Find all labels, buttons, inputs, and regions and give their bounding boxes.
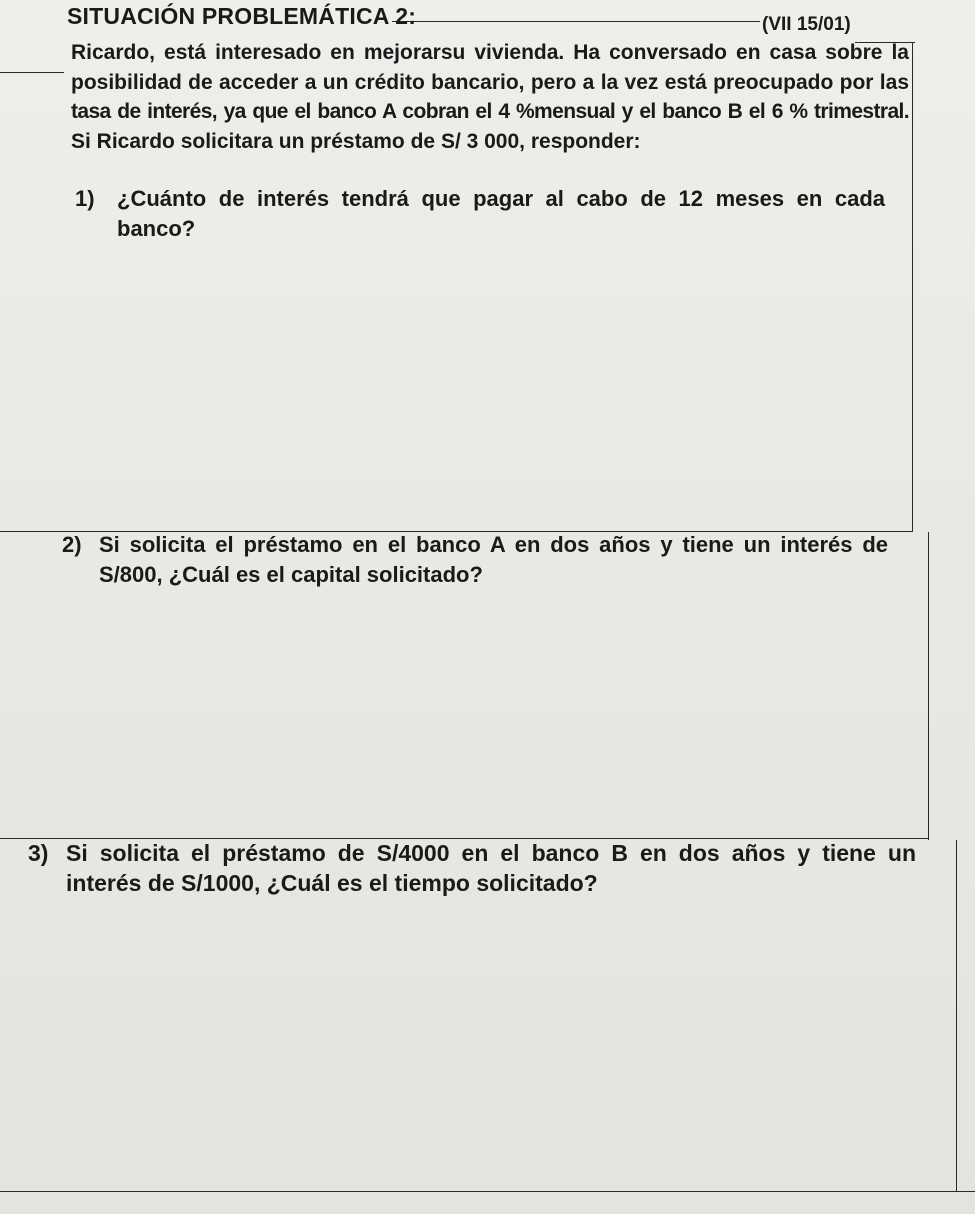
box-right-edge-1 [912,42,913,532]
problem-statement-line: Ricardo, está interesado en mejorarsu vivienda. Ha conversado en casa sobre la [71,41,909,64]
answer-box-3-bottom [0,1191,975,1192]
question-line: Si solicita el préstamo de S/4000 en el banco B en dos años y tiene un [66,840,916,866]
question-1 [75,184,885,244]
problem-statement [71,38,909,156]
question-number: 3) [28,840,49,866]
question-number: 1) [75,186,95,211]
question-line: ¿Cuánto de interés tendrá que pagar al cabo de 12 meses en cada [117,186,885,211]
question-line: Si solicita el préstamo en el banco A en dos años y tiene un interés de [99,532,888,557]
header-rule [392,21,760,22]
question-text [66,838,916,898]
question-number: 2) [62,532,82,557]
worksheet-title: SITUACIÓN PROBLEMÁTICA 2: [67,3,417,29]
margin-rule-left [0,72,64,73]
box-right-edge-3 [956,840,957,1192]
box-right-edge-2 [928,532,929,840]
problem-statement-line: tasa de interés, ya que el banco A cobran el 4 %mensual y el banco B el 6 % trimestral. [71,100,909,123]
question-line: S/800, ¿Cuál es el capital solicitado? [99,562,483,587]
question-text [99,530,888,590]
question-line: interés de S/1000, ¿Cuál es el tiempo solicitado? [66,870,598,896]
question-3 [28,838,916,898]
worksheet-code: (VII 15/01) [762,14,851,35]
question-line: banco? [117,216,196,241]
problem-statement-line: posibilidad de acceder a un crédito bancario, pero a la vez está preocupado por las [71,70,909,94]
question-text [117,184,885,244]
problem-statement-line: Si Ricardo solicitara un préstamo de S/ 3 000, responder: [71,129,641,153]
question-2 [62,530,888,590]
